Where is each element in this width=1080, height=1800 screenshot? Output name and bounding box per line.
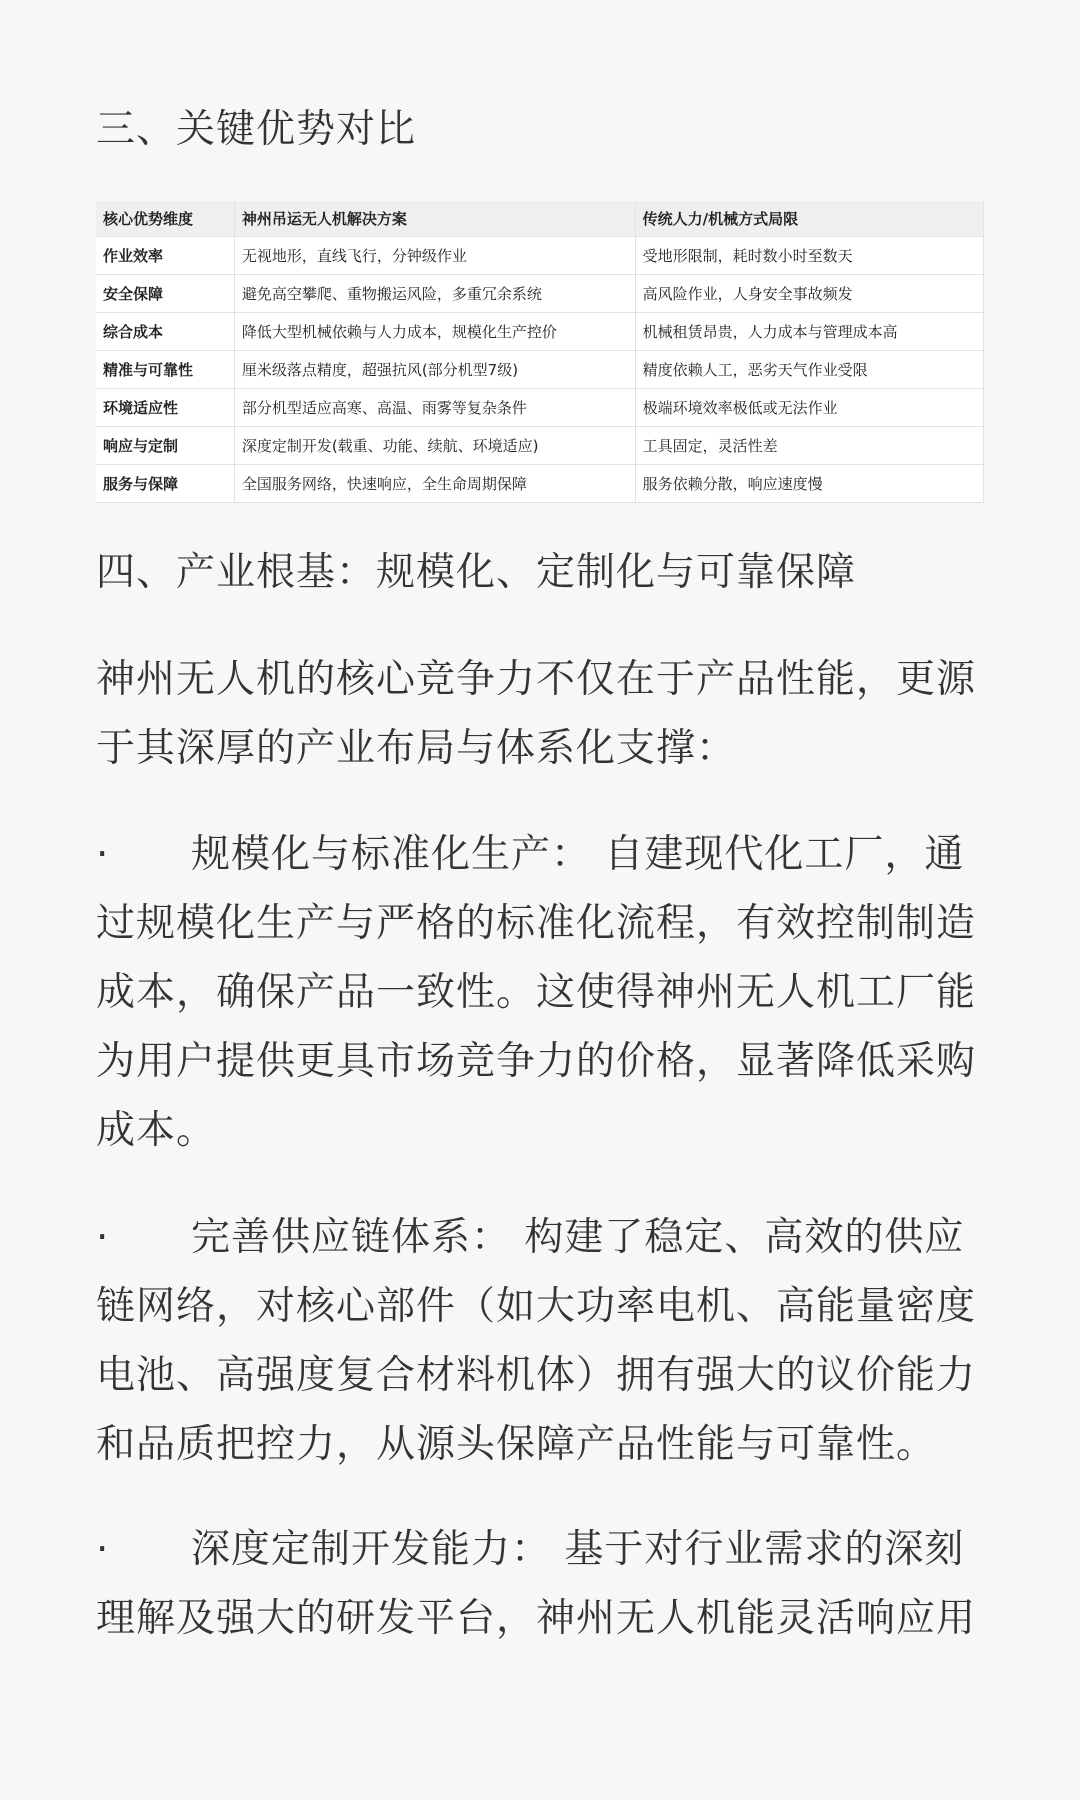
bullet-text: 自建现代化工厂，通过规模化生产与严格的标准化流程，有效控制制造成本，确保产品一致性。这使得神州无人机工厂能为用户提供更具市场竞争力的价格，显著降低采购成本。 (96, 832, 977, 1153)
bullet-item-custom-development (96, 1515, 984, 1653)
bullet-lead: 深度定制开发能力： (191, 1527, 552, 1572)
bullet-lead: 规模化与标准化生产： (191, 832, 592, 877)
table-header-traditional: 传统人力/机械方式局限 (635, 201, 983, 237)
table-cell-traditional: 受地形限制，耗时数小时至数天 (635, 237, 983, 275)
table-cell-traditional: 高风险作业，人身安全事故频发 (635, 275, 983, 313)
table-header-solution: 神州吊运无人机解决方案 (234, 201, 635, 237)
table-row (96, 313, 984, 351)
table-header-dimension: 核心优势维度 (96, 201, 234, 237)
table-row (96, 465, 984, 503)
table-cell-traditional: 精度依赖人工，恶劣天气作业受限 (635, 351, 983, 389)
table-row (96, 427, 984, 465)
table-cell-dimension: 作业效率 (96, 237, 234, 275)
section-3-heading: 三、关键优势对比 (96, 107, 417, 152)
table-cell-traditional: 服务依赖分散，响应速度慢 (635, 465, 983, 503)
table-cell-solution: 全国服务网络，快速响应，全生命周期保障 (234, 465, 635, 503)
table-cell-traditional: 机械租赁昂贵，人力成本与管理成本高 (635, 313, 983, 351)
table-cell-dimension: 响应与定制 (96, 427, 234, 465)
table-cell-traditional: 工具固定，灵活性差 (635, 427, 983, 465)
table-row (96, 275, 984, 313)
section-4-intro: 神州无人机的核心竞争力不仅在于产品性能，更源于其深厚的产业布局与体系化支撑： (96, 657, 977, 771)
bullet-item-supply-chain (96, 1203, 984, 1479)
table-header-row (96, 201, 984, 237)
table-cell-solution: 无视地形，直线飞行，分钟级作业 (234, 237, 635, 275)
table-cell-dimension: 服务与保障 (96, 465, 234, 503)
table-cell-traditional: 极端环境效率极低或无法作业 (635, 389, 983, 427)
advantage-comparison-table-wrap (96, 201, 984, 503)
bullet-marker: · (96, 832, 110, 877)
bullet-marker: · (96, 1527, 110, 1572)
table-cell-solution: 部分机型适应高寒、高温、雨雾等复杂条件 (234, 389, 635, 427)
table-cell-dimension: 精准与可靠性 (96, 351, 234, 389)
bullet-marker: · (96, 1215, 110, 1260)
table-cell-solution: 降低大型机械依赖与人力成本，规模化生产控价 (234, 313, 635, 351)
bullet-text: 基于对行业需求的深刻理解及强大的研发平台，神州无人机能灵活响应用 (96, 1527, 977, 1641)
bullet-item-scale-production (96, 820, 984, 1165)
table-cell-solution: 深度定制开发(载重、功能、续航、环境适应) (234, 427, 635, 465)
bullet-lead: 完善供应链体系： (191, 1215, 512, 1260)
section-4-heading: 四、产业根基：规模化、定制化与可靠保障 (96, 550, 857, 595)
table-cell-dimension: 环境适应性 (96, 389, 234, 427)
table-cell-solution: 厘米级落点精度，超强抗风(部分机型7级) (234, 351, 635, 389)
table-cell-dimension: 安全保障 (96, 275, 234, 313)
table-row (96, 389, 984, 427)
advantage-comparison-table (96, 201, 984, 503)
bullet-text: 构建了稳定、高效的供应链网络，对核心部件（如大功率电机、高能量密度电池、高强度复合材料机体）拥有强大的议价能力和品质把控力，从源头保障产品性能与可靠性。 (96, 1215, 977, 1467)
table-row (96, 351, 984, 389)
table-cell-dimension: 综合成本 (96, 313, 234, 351)
table-row (96, 237, 984, 275)
table-cell-solution: 避免高空攀爬、重物搬运风险，多重冗余系统 (234, 275, 635, 313)
